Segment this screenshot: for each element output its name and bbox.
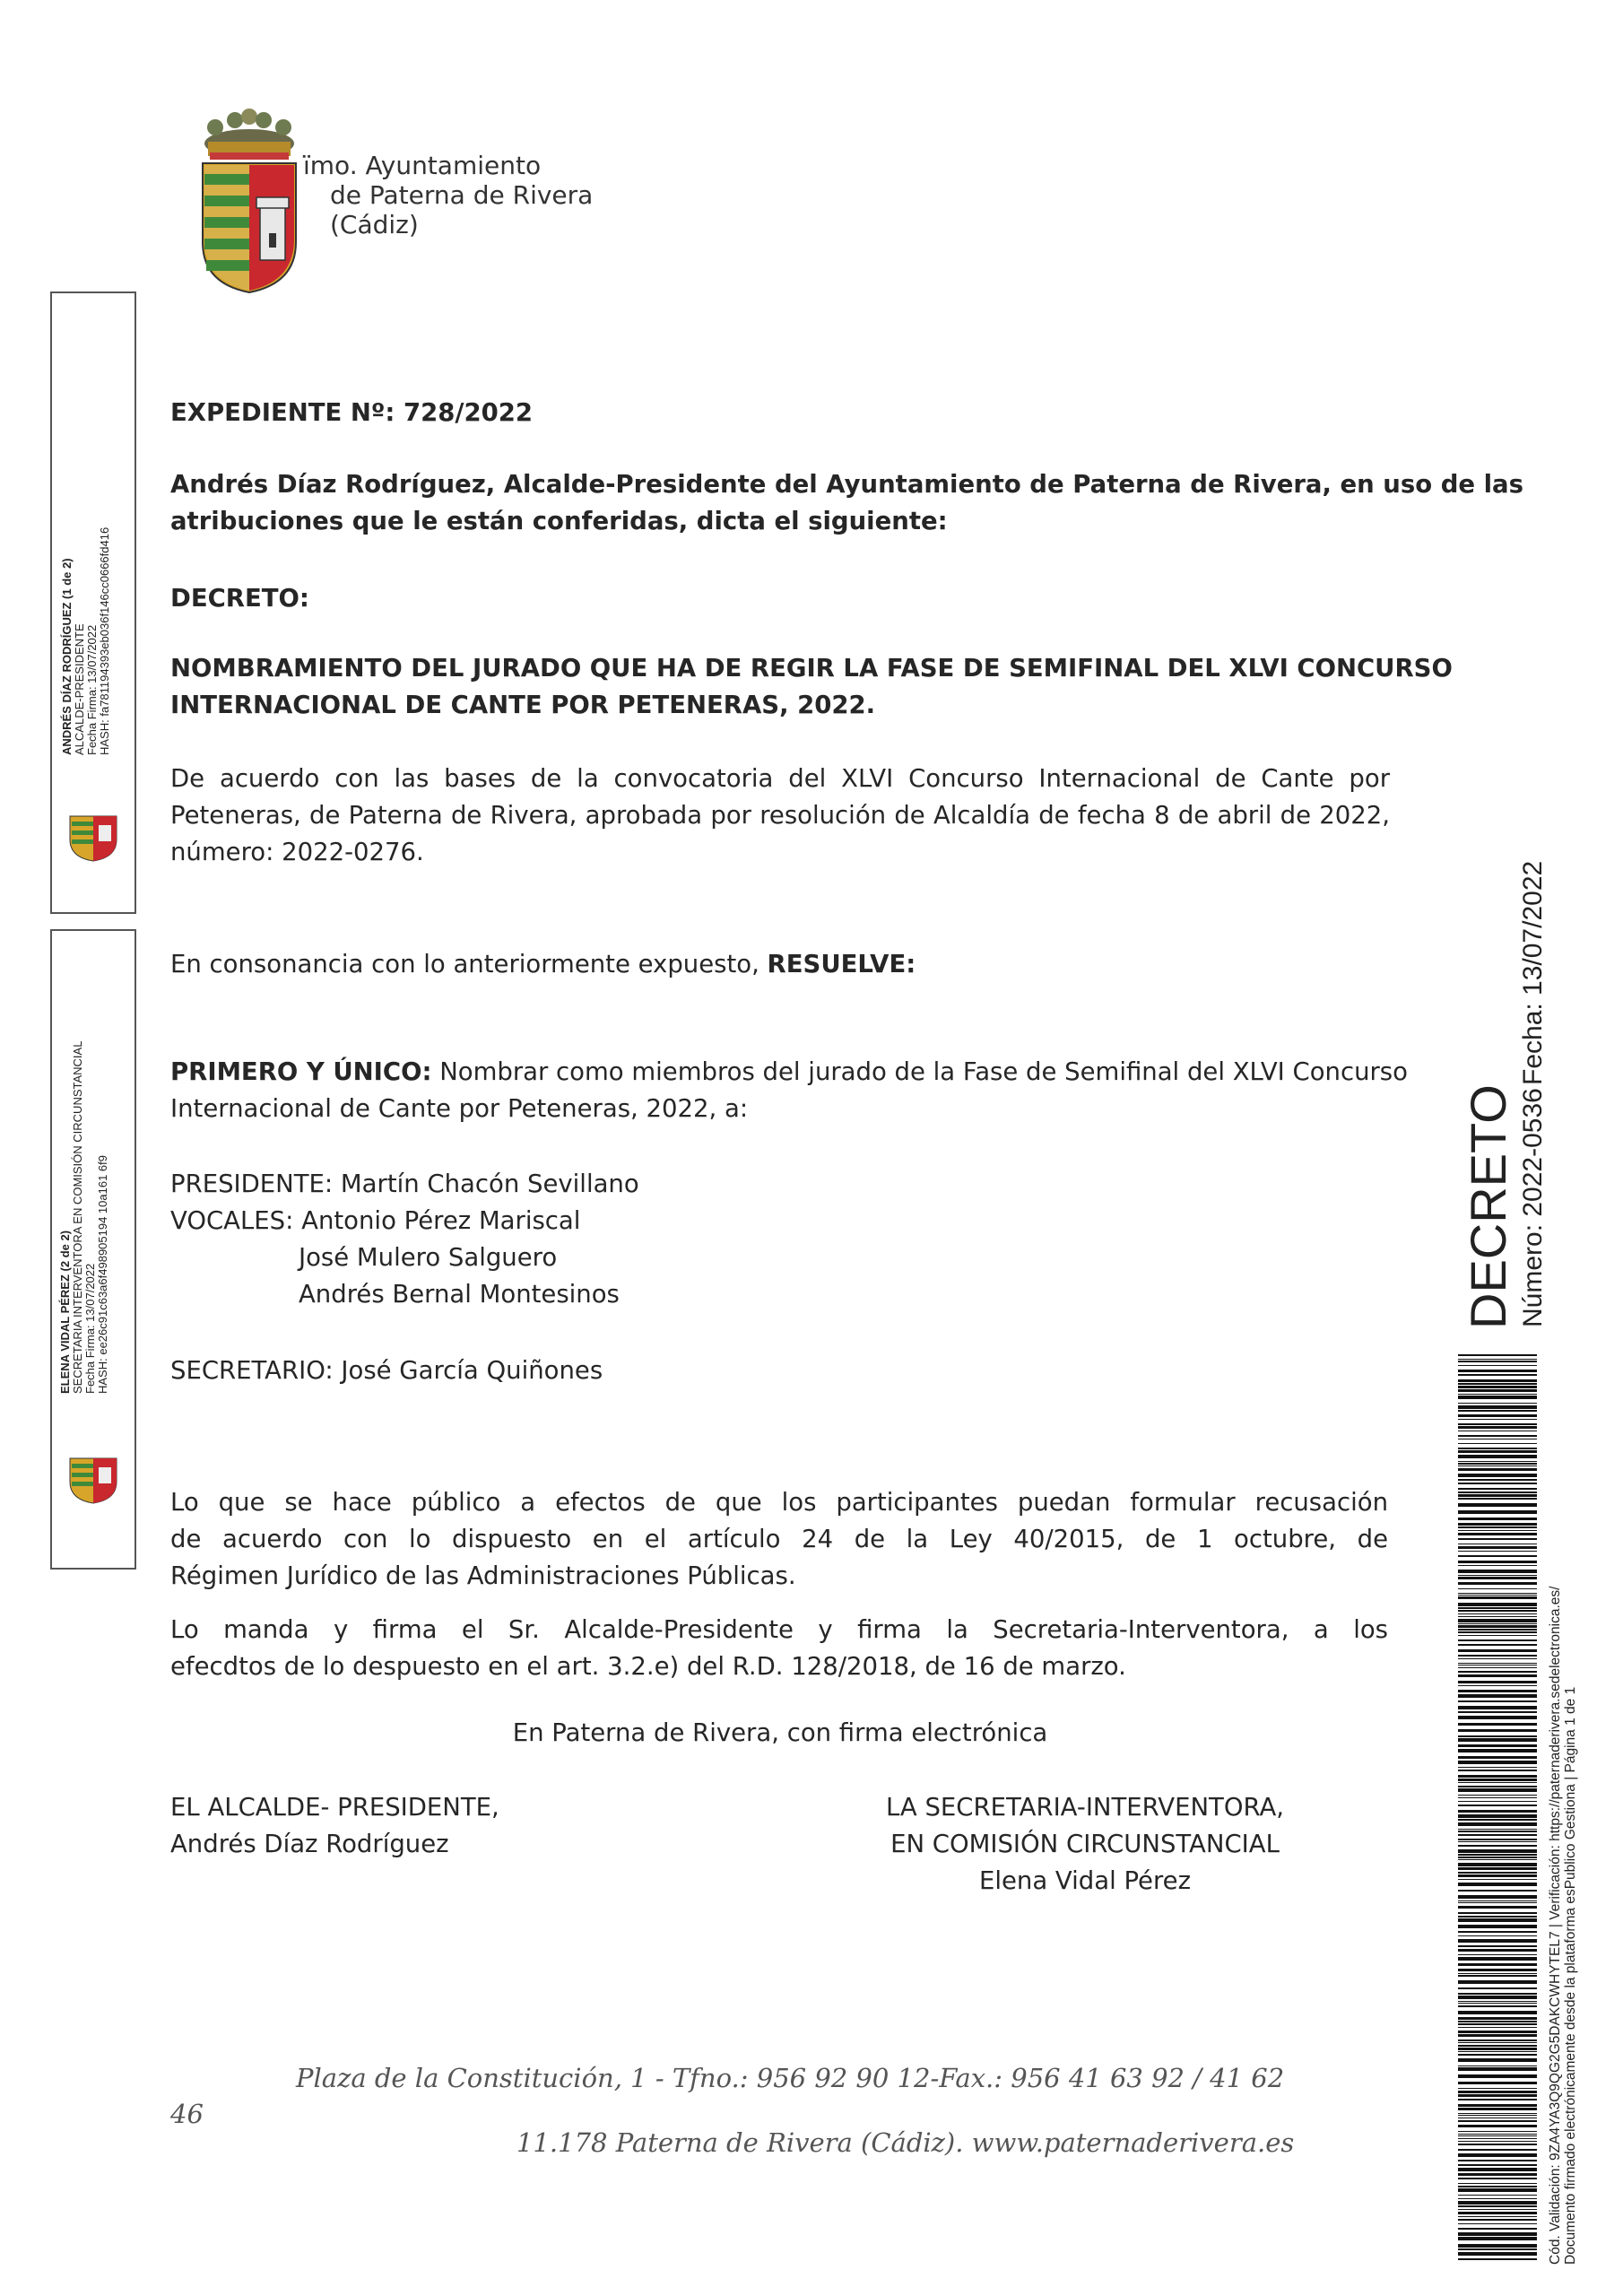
barcode-bar xyxy=(1458,2045,1537,2047)
barcode-bar xyxy=(1458,2054,1537,2056)
barcode-bar xyxy=(1458,1465,1537,1466)
barcode-bar xyxy=(1458,1538,1537,1540)
barcode-bar xyxy=(1458,1685,1537,1686)
barcode-bar xyxy=(1458,1503,1537,1507)
decreto-stamp-word: DECRETO xyxy=(1460,1084,1516,1329)
publico-line: Lo que se hace público a efectos de que los participantes puedan formular recusación xyxy=(170,1488,1388,1517)
barcode-bar xyxy=(1458,2104,1537,2107)
barcode-bar xyxy=(1458,1931,1537,1933)
barcode-bar xyxy=(1458,1756,1537,1759)
signer-2-name: ELENA VIDAL PÉREZ (2 de 2) xyxy=(58,1230,72,1394)
barcode-bar xyxy=(1458,1700,1537,1702)
barcode-bar xyxy=(1458,2001,1537,2002)
barcode-bar xyxy=(1458,1996,1537,1999)
barcode-bar xyxy=(1458,1890,1537,1892)
barcode-bar xyxy=(1458,1738,1537,1742)
barcode-bar xyxy=(1458,1935,1537,1936)
barcode-bar xyxy=(1458,1775,1537,1778)
bases-paragraph xyxy=(170,761,1390,871)
barcode-bar xyxy=(1458,2201,1537,2205)
barcode-bar xyxy=(1458,1900,1537,1901)
barcode-bar xyxy=(1458,2209,1537,2210)
barcode-bar xyxy=(1458,2003,1537,2004)
barcode-bar xyxy=(1458,2023,1537,2025)
shield-icon xyxy=(203,163,296,292)
barcode-bar xyxy=(1458,2034,1537,2037)
intro-line: Andrés Díaz Rodríguez, Alcalde-Presidente del Ayuntamiento de Paterna de Rivera, en uso de las xyxy=(170,470,1523,499)
crest-mini-icon xyxy=(57,809,129,863)
decree-title-line: NOMBRAMIENTO DEL JURADO QUE HA DE REGIR LA FASE DE SEMIFINAL DEL XLVI CONCURSO xyxy=(170,654,1453,683)
signer-2-hash: HASH: ee26c91c63a6f498905194 10a161 6f9 xyxy=(96,1155,109,1394)
signer-1-date: Fecha Firma: 13/07/2022 xyxy=(85,624,99,755)
barcode-bar xyxy=(1458,1918,1537,1922)
barcode-bar xyxy=(1458,1625,1537,1628)
barcode-bar xyxy=(1458,1389,1537,1392)
issuer-line-3: (Cádiz) xyxy=(330,210,419,239)
barcode-bar xyxy=(1458,1607,1537,1609)
signer-1-hash: HASH: fa781194393eb036f146cc0666fd416 xyxy=(98,526,111,755)
barcode-bar xyxy=(1458,1461,1537,1462)
barcode-bar xyxy=(1458,2168,1537,2171)
barcode-bar xyxy=(1458,1845,1537,1847)
bases-line: De acuerdo con las bases de la convocatoria del XLVI Concurso Internacional de Cante por xyxy=(170,764,1390,793)
barcode-bar xyxy=(1458,1582,1537,1585)
barcode-bar xyxy=(1458,1744,1537,1747)
barcode-bar xyxy=(1458,1690,1537,1692)
primero-line: Internacional de Cante por Peteneras, 2022, a: xyxy=(170,1094,749,1123)
barcode-bar xyxy=(1458,1593,1537,1594)
barcode-bar xyxy=(1458,2178,1537,2179)
barcode-bar xyxy=(1458,1414,1537,1417)
barcode-bar xyxy=(1458,1443,1537,1444)
resuelve-label: RESUELVE: xyxy=(767,950,916,978)
barcode-bar xyxy=(1458,1450,1537,1453)
barcode-bar xyxy=(1458,1365,1537,1366)
signature-box-2 xyxy=(50,929,136,1570)
barcode-bar xyxy=(1458,1681,1537,1683)
barcode-bar xyxy=(1458,1403,1537,1404)
barcode-bar xyxy=(1458,2237,1537,2240)
barcode-bar xyxy=(1458,1448,1537,1449)
barcode-bar xyxy=(1458,1410,1537,1412)
crown-icon xyxy=(204,109,294,160)
barcode-bar xyxy=(1458,1867,1537,1870)
barcode-bar xyxy=(1458,2183,1537,2184)
barcode-bar xyxy=(1458,1426,1537,1429)
validation-line: Documento firmado electrónicamente desde la plataforma esPublico Gestiona | Página 1 de 1 xyxy=(1563,1686,1578,2265)
barcode-bar xyxy=(1458,1435,1537,1437)
barcode-bar xyxy=(1458,1857,1537,1858)
barcode-bar xyxy=(1458,1359,1537,1360)
manda-line: efecdtos de lo despuesto en el art. 3.2.e) del R.D. 128/2018, de 16 de marzo. xyxy=(170,1652,1126,1681)
barcode-bar xyxy=(1458,2048,1537,2050)
issuer-line-1: ïmo. Ayuntamiento xyxy=(303,151,542,180)
barcode-bar xyxy=(1458,1925,1537,1928)
barcode-bar xyxy=(1458,2186,1537,2187)
barcode-bar xyxy=(1458,2144,1537,2145)
barcode-bar xyxy=(1458,2094,1537,2097)
validation-line: Cód. Validación: 9ZA4YA3Q9QG2G5DAKCWHYTEL7 | Verificación: https://paternaderivera.sedelectronica.es/ xyxy=(1548,1586,1563,2265)
barcode-bar xyxy=(1458,1379,1537,1382)
signer-left-name: Andrés Díaz Rodríguez xyxy=(170,1830,449,1858)
barcode-bar xyxy=(1458,1671,1537,1673)
signer-right-subtitle: EN COMISIÓN CIRCUNSTANCIAL xyxy=(890,1830,1280,1858)
publico-line: de acuerdo con lo dispuesto en el artículo 24 de la Ley 40/2015, de 1 octubre, de xyxy=(170,1525,1388,1553)
barcode-bar xyxy=(1458,1361,1537,1362)
barcode-bar xyxy=(1458,2091,1537,2093)
barcode-bar xyxy=(1458,2042,1537,2043)
barcode-bar xyxy=(1458,1655,1537,1657)
bases-line: número: 2022-0276. xyxy=(170,838,424,866)
barcode-bar xyxy=(1458,1518,1537,1520)
barcode-bar xyxy=(1458,1831,1537,1832)
barcode-bar xyxy=(1458,2252,1537,2256)
barcode-bar xyxy=(1458,1374,1537,1376)
barcode-bar xyxy=(1458,1610,1537,1612)
decreto-heading: DECRETO: xyxy=(170,584,309,613)
signing-place: En Paterna de Rivera, con firma electrónica xyxy=(512,1718,1048,1747)
barcode-bar xyxy=(1458,1829,1537,1830)
signer-2-date: Fecha Firma: 13/07/2022 xyxy=(83,1263,97,1394)
barcode-bar xyxy=(1458,1849,1537,1853)
barcode-bar xyxy=(1458,1494,1537,1497)
barcode-bar xyxy=(1458,1969,1537,1971)
barcode-bar xyxy=(1458,1510,1537,1514)
intro-paragraph xyxy=(170,466,1523,540)
barcode-bar xyxy=(1458,2195,1537,2196)
barcode-bar xyxy=(1458,1603,1537,1606)
barcode-bar xyxy=(1458,2113,1537,2114)
barcode-bar xyxy=(1458,1479,1537,1481)
barcode-bar xyxy=(1458,1975,1537,1977)
barcode-bar xyxy=(1458,1455,1537,1458)
barcode-bar xyxy=(1458,1973,1537,1974)
barcode-bar xyxy=(1458,2031,1537,2033)
barcode-bar xyxy=(1458,1782,1537,1783)
barcode-bar xyxy=(1458,1786,1537,1787)
barcode-bar xyxy=(1458,1394,1537,1395)
jury-presidente: PRESIDENTE: Martín Chacón Sevillano xyxy=(170,1170,639,1198)
barcode-bar xyxy=(1458,2149,1537,2151)
barcode-bar xyxy=(1458,1396,1537,1399)
jury-vocal: VOCALES: Antonio Pérez Mariscal xyxy=(170,1206,581,1235)
barcode-bar xyxy=(1458,2131,1537,2132)
barcode-bar xyxy=(1458,1619,1537,1622)
barcode-bar xyxy=(1458,1954,1537,1955)
barcode-bar xyxy=(1458,2135,1537,2136)
barcode-bar xyxy=(1458,2160,1537,2161)
primero-label: PRIMERO Y ÚNICO: xyxy=(170,1057,432,1086)
barcode-bar xyxy=(1458,1405,1537,1409)
signer-right-name: Elena Vidal Pérez xyxy=(978,1866,1192,1895)
barcode-bar xyxy=(1458,2108,1537,2110)
barcode-bar xyxy=(1458,1565,1537,1566)
barcode-bar xyxy=(1458,1980,1537,1984)
barcode-bar xyxy=(1458,2099,1537,2100)
validation-text xyxy=(1548,1587,1578,2265)
barcode-bar xyxy=(1458,2244,1537,2248)
barcode-bar xyxy=(1458,1912,1537,1914)
barcode-bar xyxy=(1458,2120,1537,2122)
barcode-bar xyxy=(1458,1945,1537,1947)
barcode-bar xyxy=(1458,1595,1537,1596)
barcode-bar xyxy=(1458,1533,1537,1535)
barcode-bar xyxy=(1458,1895,1537,1899)
jury-vocal: Andrés Bernal Montesinos xyxy=(299,1280,620,1309)
barcode-bar xyxy=(1458,1834,1537,1836)
barcode-bar xyxy=(1458,2228,1537,2230)
barcode-bar xyxy=(1458,2173,1537,2176)
barcode-bar xyxy=(1458,1575,1537,1576)
barcode-bar xyxy=(1458,1779,1537,1781)
barcode-bar xyxy=(1458,2258,1537,2260)
signer-right-title: LA SECRETARIA-INTERVENTORA, xyxy=(885,1793,1285,1822)
barcode-bar xyxy=(1458,2138,1537,2139)
barcode-bar xyxy=(1458,2219,1537,2221)
barcode-bar xyxy=(1458,1616,1537,1617)
primero-paragraph xyxy=(170,1054,1408,1127)
decreto-stamp-numero: Número: 2022-0536 xyxy=(1518,1088,1548,1327)
barcode-bar xyxy=(1458,1667,1537,1668)
issuer-line-2: de Paterna de Rivera xyxy=(330,180,594,210)
barcode-bar xyxy=(1458,2232,1537,2236)
barcode-bar xyxy=(1458,1644,1537,1646)
barcode-bar xyxy=(1458,2141,1537,2142)
barcode-bar xyxy=(1458,2074,1537,2078)
barcode-bar xyxy=(1458,1987,1537,1989)
barcode-bar xyxy=(1458,1797,1537,1798)
barcode-bar xyxy=(1458,1386,1537,1388)
barcode-bar xyxy=(1458,2082,1537,2084)
crest-mini-icon xyxy=(57,1451,129,1505)
barcode-bar xyxy=(1458,1879,1537,1880)
barcode-bar xyxy=(1458,1957,1537,1961)
barcode-bar xyxy=(1458,2011,1537,2014)
barcode-bar xyxy=(1458,1711,1537,1713)
barcode-bar xyxy=(1458,2153,1537,2157)
signer-1-role: ALCALDE-PRESIDENTE xyxy=(73,623,86,755)
barcode-bar xyxy=(1458,2005,1537,2007)
barcode-bar xyxy=(1458,2164,1537,2166)
barcode-bar xyxy=(1458,1939,1537,1943)
barcode-bar xyxy=(1458,1561,1537,1563)
signer-block-right xyxy=(852,1789,1318,1900)
barcode-bar xyxy=(1458,2188,1537,2192)
barcode-bar xyxy=(1458,2051,1537,2052)
barcode-bar xyxy=(1458,2134,1537,2135)
decree-title xyxy=(170,650,1453,724)
barcode-bar xyxy=(1458,1810,1537,1813)
coat-of-arms-logo xyxy=(199,108,299,296)
barcode-bar xyxy=(1458,2115,1537,2116)
barcode-bar xyxy=(1458,1906,1537,1909)
barcode-bar xyxy=(1458,1788,1537,1792)
barcode-bar xyxy=(1458,1822,1537,1826)
jury-list xyxy=(170,1166,1390,1313)
jury-secretario: SECRETARIO: José García Quiñones xyxy=(170,1356,603,1385)
barcode-bar xyxy=(1458,1474,1537,1477)
consonancia-text: En consonancia con lo anteriormente expuesto, xyxy=(170,950,768,978)
signer-block-left xyxy=(170,1789,637,1863)
barcode-bar xyxy=(1458,2027,1537,2028)
barcode-bar xyxy=(1458,1623,1537,1624)
barcode-bar xyxy=(1458,1468,1537,1471)
publico-line: Régimen Jurídico de las Administraciones Públicas. xyxy=(170,1561,796,1590)
manda-line: Lo manda y firma el Sr. Alcalde-Presidente y firma la Secretaria-Interventora, a los xyxy=(170,1615,1388,1644)
barcode-bar xyxy=(1458,1723,1537,1726)
barcode-bar xyxy=(1458,1841,1537,1842)
barcode-bar xyxy=(1458,1814,1537,1818)
barcode-bar xyxy=(1458,1463,1537,1465)
barcode-bar xyxy=(1458,1735,1537,1737)
barcode-bar xyxy=(1458,1993,1537,1995)
barcode-bar xyxy=(1458,1613,1537,1614)
barcode-bar xyxy=(1458,1874,1537,1877)
barcode-bar xyxy=(1458,1706,1537,1709)
intro-line: atribuciones que le están conferidas, dicta el siguiente: xyxy=(170,507,948,535)
barcode-bar xyxy=(1458,1801,1537,1802)
barcode-bar xyxy=(1458,2125,1537,2127)
barcode-bar xyxy=(1458,1805,1537,1806)
barcode-bar xyxy=(1458,1649,1537,1652)
barcode-bar xyxy=(1458,1729,1537,1732)
signature-box-1 xyxy=(50,291,136,914)
barcode-bar xyxy=(1458,1916,1537,1918)
signer-1-name: ANDRÉS DÍAZ RODRÍGUEZ (1 de 2) xyxy=(60,558,74,755)
barcode-bar xyxy=(1458,1588,1537,1589)
expediente-number: EXPEDIENTE Nº: 728/2022 xyxy=(170,398,533,427)
barcode-bar xyxy=(1458,1854,1537,1856)
publico-paragraph xyxy=(170,1484,1388,1595)
barcode-bar xyxy=(1458,1767,1537,1768)
barcode-bar xyxy=(1458,2212,1537,2214)
barcode-bar xyxy=(1458,1902,1537,1903)
signer-left-title: EL ALCALDE- PRESIDENTE, xyxy=(170,1793,499,1822)
barcode-bar xyxy=(1458,1859,1537,1860)
barcode-bar xyxy=(1458,2216,1537,2217)
barcode-bar xyxy=(1458,1963,1537,1966)
barcode-bar xyxy=(1458,1492,1537,1493)
bases-line: Peteneras, de Paterna de Rivera, aprobada por resolución de Alcaldía de fecha 8 de abril de 2022, xyxy=(170,801,1390,830)
barcode-bar xyxy=(1458,1546,1537,1549)
barcode-bar xyxy=(1458,2039,1537,2041)
barcode-bar xyxy=(1458,2248,1537,2250)
barcode-bar xyxy=(1458,1770,1537,1771)
barcode-bar xyxy=(1458,1577,1537,1579)
barcode xyxy=(1458,1354,1537,2260)
barcode-bar xyxy=(1458,1863,1537,1866)
barcode-bar xyxy=(1458,1631,1537,1633)
footer-address: Plaza de la Constitución, 1 - Tfno.: 956 92 90 12-Fax.: 956 41 63 92 / 41 62 xyxy=(296,2063,1285,2093)
barcode-bar xyxy=(1458,1795,1537,1796)
barcode-bar xyxy=(1458,2223,1537,2224)
barcode-bar xyxy=(1458,2021,1537,2022)
barcode-bar xyxy=(1458,1674,1537,1677)
barcode-bar xyxy=(1458,1694,1537,1698)
jury-vocal: José Mulero Salguero xyxy=(299,1243,558,1272)
footer-city-web: 11.178 Paterna de Rivera (Cádiz). www.paternaderivera.es xyxy=(516,2127,1295,2158)
barcode-bar xyxy=(1458,1555,1537,1557)
barcode-bar xyxy=(1458,1419,1537,1420)
page-number: 46 xyxy=(170,2099,204,2129)
barcode-bar xyxy=(1458,1883,1537,1886)
barcode-bar xyxy=(1458,1551,1537,1552)
barcode-bar xyxy=(1458,1526,1537,1528)
issuer-header xyxy=(303,151,593,239)
barcode-bar xyxy=(1458,2088,1537,2089)
barcode-bar xyxy=(1458,1949,1537,1952)
primero-text: Nombrar como miembros del jurado de la Fase de Semifinal del XLVI Concurso xyxy=(431,1057,1408,1086)
barcode-bar xyxy=(1458,2205,1537,2207)
barcode-bar xyxy=(1458,1629,1537,1631)
barcode-bar xyxy=(1458,2198,1537,2199)
signer-2-role: SECRETARIA INTERVENTORA EN COMISIÓN CIRCUNSTANCIAL xyxy=(71,1040,84,1394)
barcode-bar xyxy=(1458,1488,1537,1490)
barcode-bar xyxy=(1458,1523,1537,1526)
barcode-bar xyxy=(1458,1716,1537,1719)
barcode-bar xyxy=(1458,1663,1537,1664)
barcode-bar xyxy=(1458,1383,1537,1385)
barcode-bar xyxy=(1458,2067,1537,2071)
barcode-bar xyxy=(1458,1839,1537,1840)
manda-paragraph xyxy=(170,1612,1388,1685)
barcode-bar xyxy=(1458,1819,1537,1821)
barcode-bar xyxy=(1458,1596,1537,1599)
barcode-bar xyxy=(1458,1749,1537,1752)
barcode-bar xyxy=(1458,1658,1537,1659)
barcode-bar xyxy=(1458,2058,1537,2062)
decreto-stamp-fecha: Fecha: 13/07/2022 xyxy=(1518,860,1548,1085)
barcode-bar xyxy=(1458,1635,1537,1636)
barcode-bar xyxy=(1458,1761,1537,1764)
consonancia-paragraph xyxy=(170,946,1390,983)
barcode-bar xyxy=(1458,1354,1537,1356)
barcode-bar xyxy=(1458,1570,1537,1573)
barcode-bar xyxy=(1458,1370,1537,1372)
decree-title-line: INTERNACIONAL DE CANTE POR PETENERAS, 2022. xyxy=(170,691,876,719)
barcode-bar xyxy=(1458,1423,1537,1425)
barcode-bar xyxy=(1458,1639,1537,1641)
barcode-bar xyxy=(1458,2017,1537,2020)
barcode-bar xyxy=(1458,1530,1537,1531)
barcode-bar xyxy=(1458,1872,1537,1874)
barcode-bar xyxy=(1458,1498,1537,1500)
barcode-bar xyxy=(1458,1483,1537,1484)
